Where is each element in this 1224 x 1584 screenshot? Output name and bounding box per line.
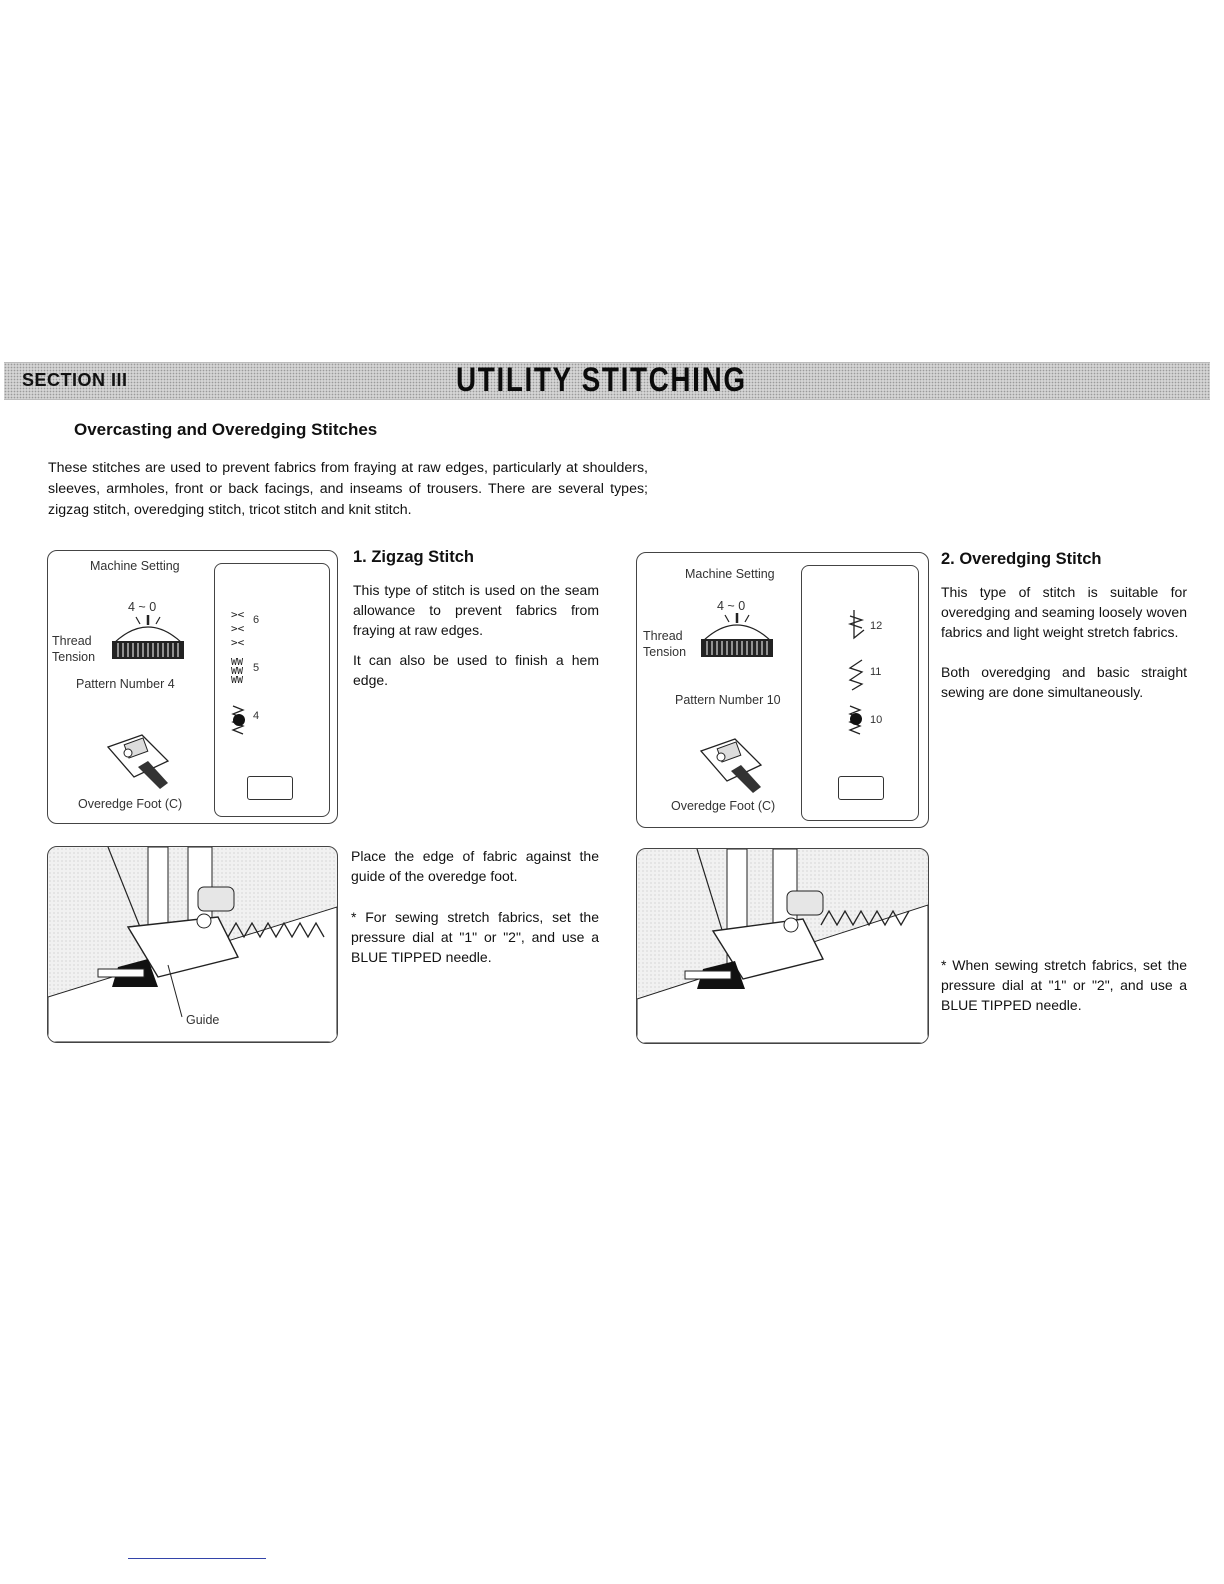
sewing-foot-illustration [637,849,928,1043]
pattern-number: 4 [253,710,260,722]
section-banner [4,362,1210,400]
pattern-4-icon [229,704,249,738]
pattern-number-label: Pattern Number 4 [76,677,175,691]
tension-label: Tension [52,650,96,664]
overedging-title: 2. Overedging Stitch [941,550,1102,568]
zigzag-text-2: It can also be used to finish a hem edge. [353,652,599,688]
overedging-setting-box [636,552,929,828]
tension-range: 4 ~ 0 [128,600,157,614]
overedging-text-2: Both overedging and basic straight sewing are done simultaneously. [941,664,1187,700]
pattern-number: 10 [870,714,883,726]
tension-label: Tension [643,645,687,659]
overedging-text: This type of stitch is suitable for overedging and seaming loosely woven fabrics and light weight stretch fabrics. [941,584,1187,640]
zigzag-sewing-illustration [47,846,338,1043]
intro-paragraph: These stitches are used to prevent fabrics from fraying at raw edges, particularly at shoulders, sleeves, armholes, front or back facings, and inseams of trousers. There are several types; zigzag stitch, overedging stitch, tricot stitch and knit stitch. [48,460,648,518]
footer-rule [128,1558,266,1559]
overedging-note: * When sewing stretch fabrics, set the pressure dial at "1" or "2", and use a BLUE TIPPED needle. [941,957,1187,1013]
overedging-sewing-illustration [636,848,929,1044]
pattern-6-icon: >< >< >< [231,608,245,649]
zigzag-title: 1. Zigzag Stitch [353,548,475,566]
pattern-number: 5 [253,662,260,674]
guide-label: Guide [186,1013,220,1027]
page-heading: Overcasting and Overedging Stitches [74,420,378,439]
foot-label: Overedge Foot (C) [78,797,183,811]
thread-label: Thread [52,634,92,648]
foot-label: Overedge Foot (C) [671,799,776,813]
pattern-12-icon [846,608,868,642]
section-title: UTILITY STITCHING [456,361,747,399]
machine-setting-label: Machine Setting [90,559,180,573]
pattern-number-label: Pattern Number 10 [675,693,781,707]
pattern-selector-button [838,776,884,800]
section-label: SECTION III [22,370,128,390]
pattern-11-icon [846,658,868,692]
thread-label: Thread [643,629,683,643]
presser-foot-icon [691,731,771,803]
pattern-5-icon: WW WW WW [231,657,244,686]
pattern-number: 12 [870,620,883,632]
zigzag-setting-box [47,550,338,824]
pattern-10-icon [846,704,868,740]
pattern-number: 11 [870,666,882,678]
pattern-selector-button [247,776,293,800]
machine-setting-label: Machine Setting [685,567,775,581]
tension-dial-icon [106,615,190,663]
pattern-selector-panel [214,563,330,817]
zigzag-step: Place the edge of fabric against the guide of the overedge foot. [351,848,599,884]
pattern-selector-panel [801,565,919,821]
zigzag-note: * For sewing stretch fabrics, set the pressure dial at "1" or "2", and use a BLUE TIPPED needle. [351,909,599,965]
zigzag-text: This type of stitch is used on the seam allowance to prevent fabrics from fraying at raw edges. [353,582,599,638]
tension-dial-icon [695,613,779,661]
presser-foot-icon [98,727,178,799]
tension-range: 4 ~ 0 [717,599,746,613]
pattern-number: 6 [253,614,260,626]
